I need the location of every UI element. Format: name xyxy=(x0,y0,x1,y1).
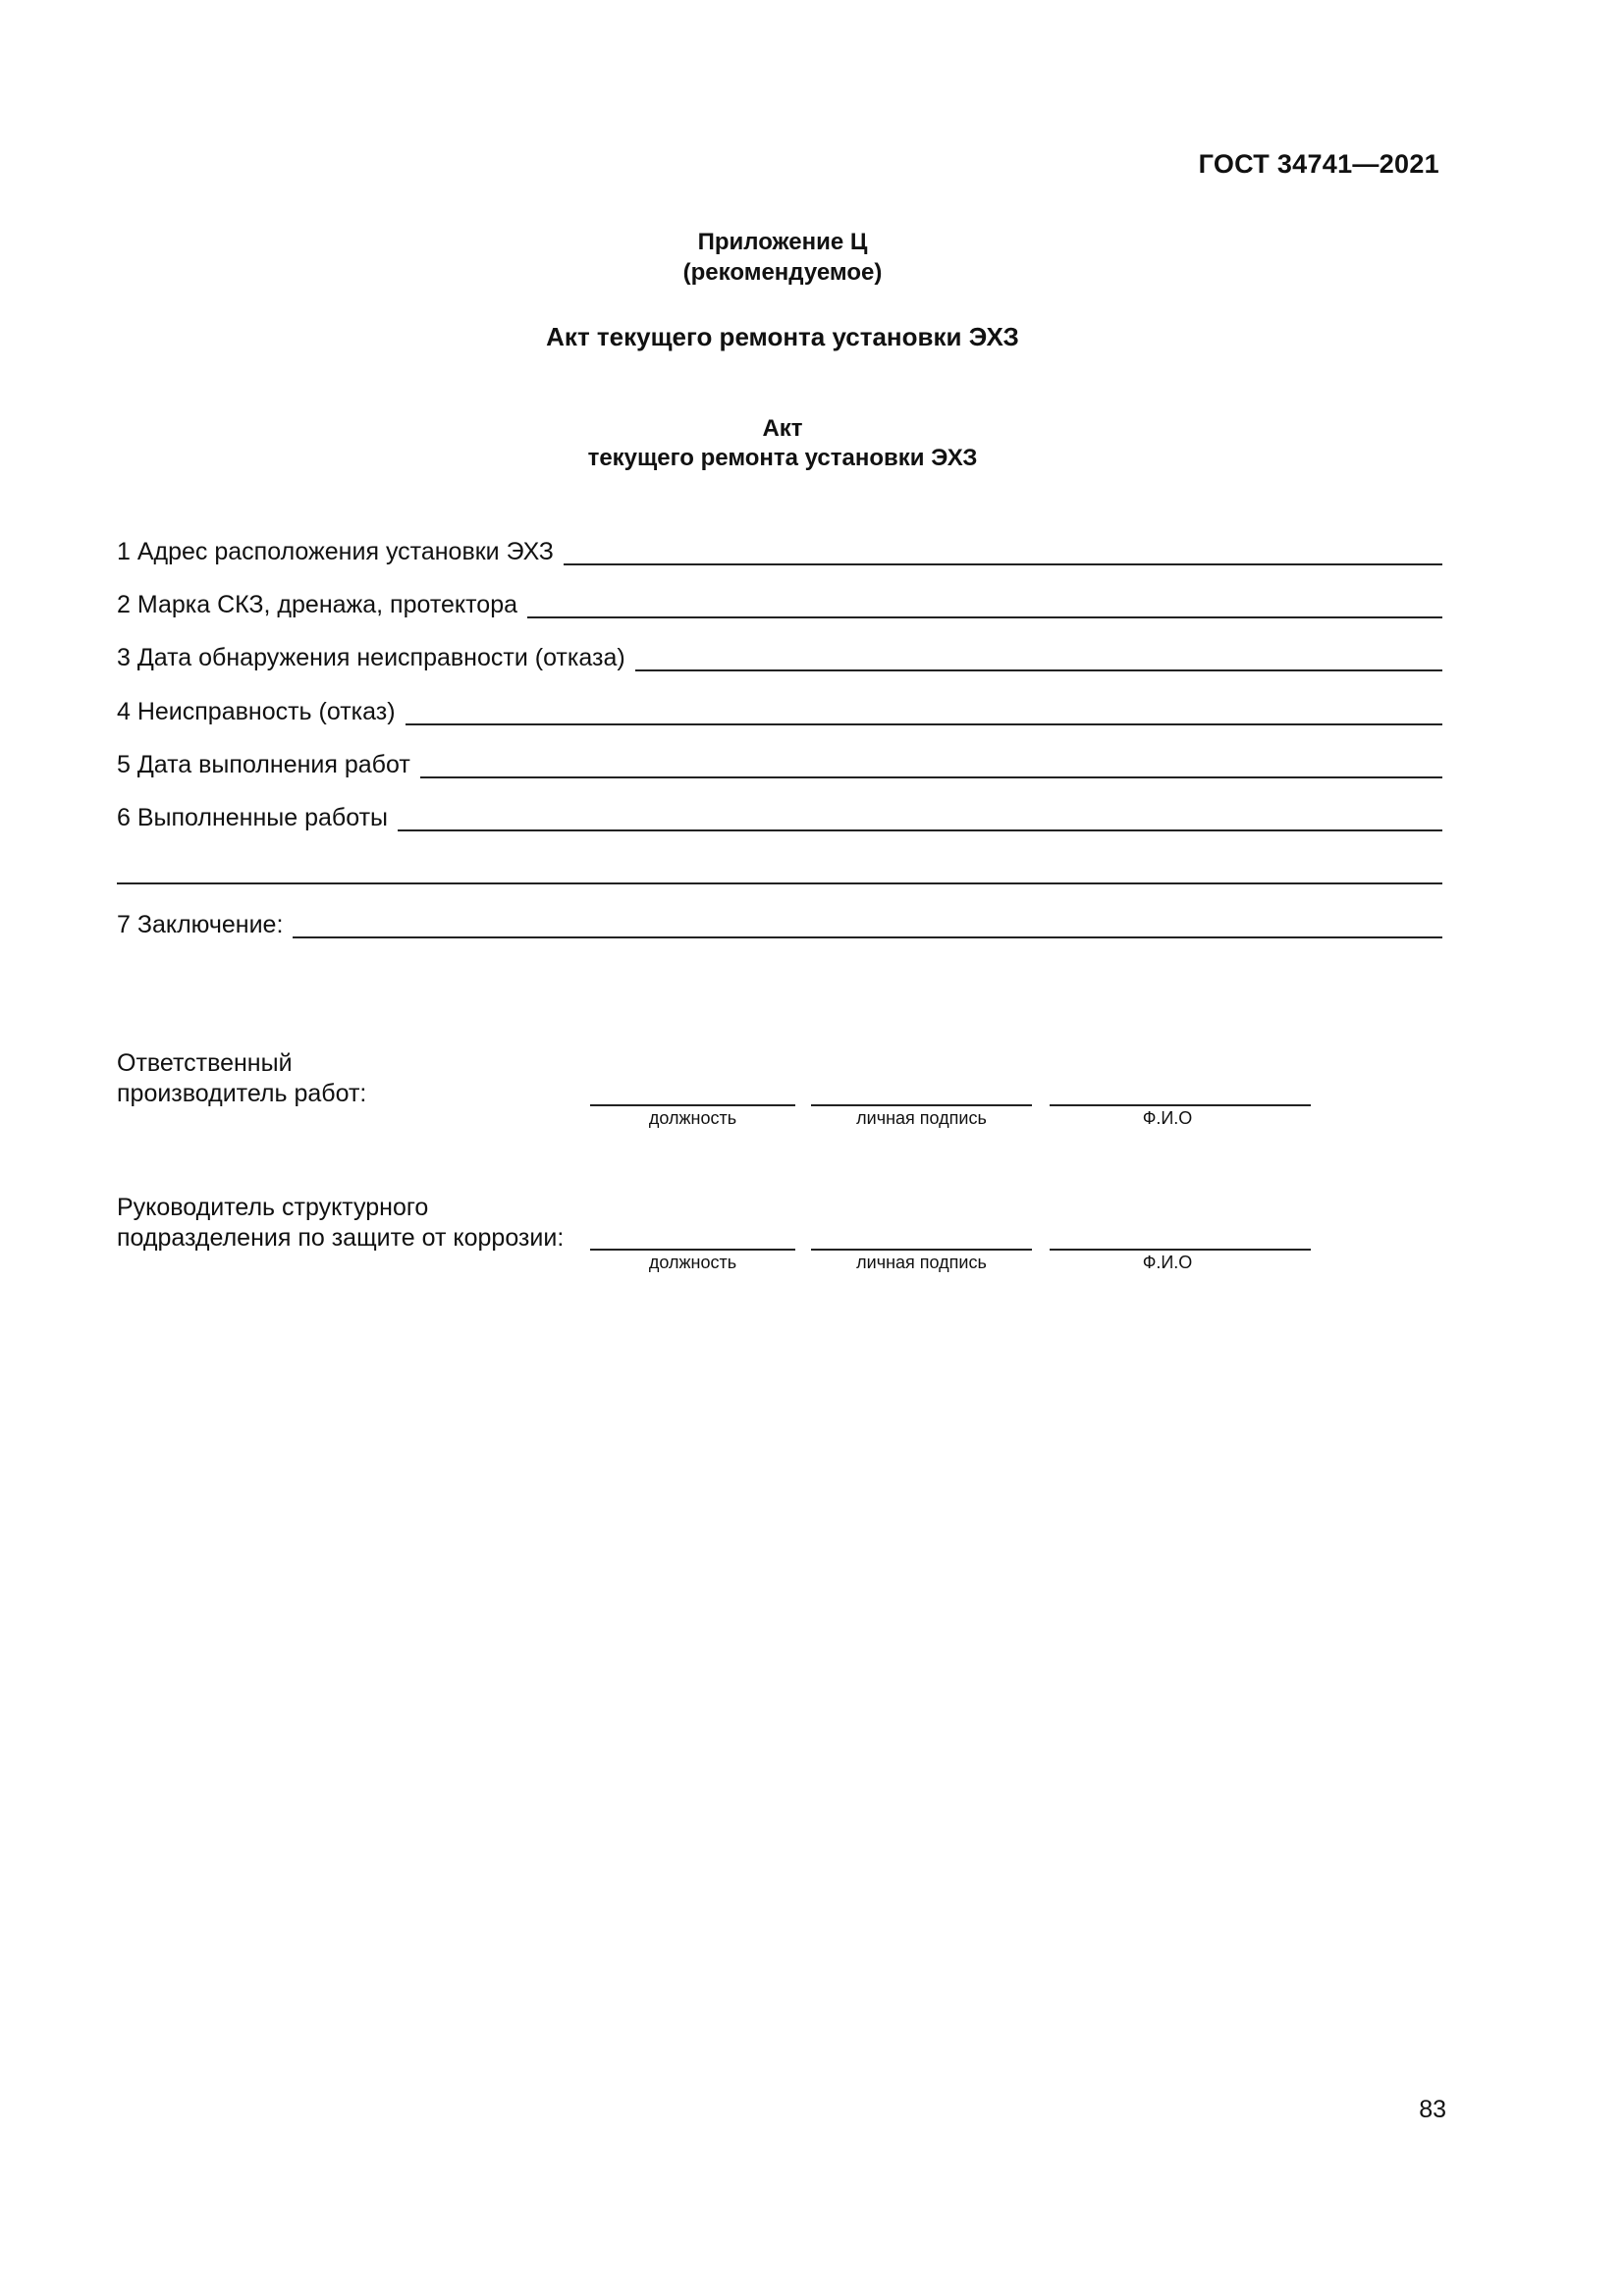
full-name-caption: Ф.И.О xyxy=(1142,1253,1193,1272)
appendix-title: Приложение Ц xyxy=(697,229,868,255)
signature-line[interactable] xyxy=(811,1249,1032,1251)
signature-caption: личная подпись xyxy=(856,1108,987,1128)
field-label: 3 Дата обнаружения неисправности (отказа) xyxy=(117,644,625,671)
field-label: 6 Выполненные работы xyxy=(117,804,389,831)
standard-code: ГОСТ 34741—2021 xyxy=(1198,149,1439,179)
appendix-subtitle: (рекомендуемое) xyxy=(682,259,883,286)
position-caption: должность xyxy=(648,1253,737,1272)
full-name-line[interactable] xyxy=(1050,1104,1311,1106)
full-name-caption: Ф.И.О xyxy=(1142,1108,1193,1128)
field-blank-line[interactable] xyxy=(635,640,1442,671)
signature-caption: личная подпись xyxy=(856,1253,987,1272)
field-blank-line[interactable] xyxy=(527,587,1442,618)
field-label: 7 Заключение: xyxy=(117,911,284,938)
act-title: Акт xyxy=(762,415,803,442)
signature-label-line: Руководитель структурного xyxy=(117,1194,429,1221)
field-blank-line[interactable] xyxy=(420,747,1442,778)
field-installation-address[interactable] xyxy=(117,526,1442,565)
position-line[interactable] xyxy=(590,1249,795,1251)
works-continuation-line[interactable] xyxy=(117,882,1442,884)
field-failure-date[interactable] xyxy=(117,632,1442,671)
signature-label-responsible xyxy=(117,1048,366,1109)
field-label: 5 Дата выполнения работ xyxy=(117,751,410,778)
signature-label-head xyxy=(117,1193,564,1254)
act-subtitle: текущего ремонта установки ЭХЗ xyxy=(587,445,978,471)
field-conclusion[interactable] xyxy=(117,899,1442,938)
field-label: 1 Адрес расположения установки ЭХЗ xyxy=(117,538,554,565)
field-work-date[interactable] xyxy=(117,739,1442,778)
field-failure-description[interactable] xyxy=(117,686,1442,725)
document-title: Акт текущего ремонта установки ЭХЗ xyxy=(546,322,1019,351)
signature-label-line: подразделения по защите от коррозии: xyxy=(117,1224,565,1252)
full-name-line[interactable] xyxy=(1050,1249,1311,1251)
signature-label-line: Ответственный xyxy=(117,1049,293,1077)
field-blank-line[interactable] xyxy=(564,534,1442,565)
field-label: 4 Неисправность (отказ) xyxy=(117,698,396,725)
position-line[interactable] xyxy=(590,1104,795,1106)
field-equipment-brand[interactable] xyxy=(117,579,1442,618)
field-works-performed[interactable] xyxy=(117,792,1442,831)
page-number: 83 xyxy=(1419,2096,1446,2123)
signature-label-line: производитель работ: xyxy=(117,1080,367,1107)
signature-line[interactable] xyxy=(811,1104,1032,1106)
field-label: 2 Марка СКЗ, дренажа, протектора xyxy=(117,591,518,618)
field-blank-line[interactable] xyxy=(293,907,1442,938)
field-blank-line[interactable] xyxy=(406,694,1442,725)
position-caption: должность xyxy=(648,1108,737,1128)
field-blank-line[interactable] xyxy=(398,800,1442,831)
